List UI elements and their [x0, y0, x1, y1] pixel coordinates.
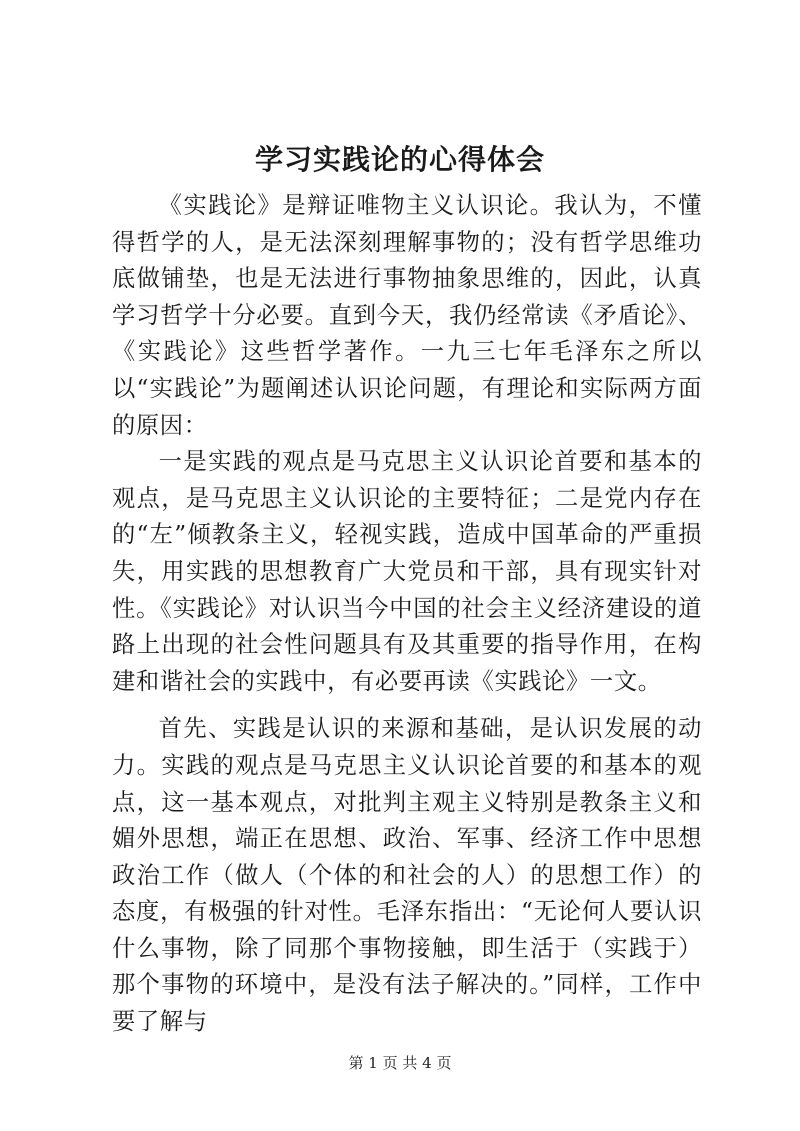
paragraph-1: 《实践论》是辩证唯物主义认识论。我认为，不懂得哲学的人，是无法深刻理解事物的；没有哲学思维功底做铺垫，也是无法进行事物抽象思维的，因此，认真学习哲学十分必要。直到今天，我仍经常读《矛盾论》、《实践论》这些哲学著作。一九三七年毛泽东之所以以“实践论”为题阐述认识论问题，有理论和实际两方面的原因： [112, 192, 702, 439]
document-title: 学习实践论的心得体会 [254, 143, 545, 176]
page-footer: 第 1 页 共 4 页 [348, 1054, 452, 1072]
paragraph-2: 一是实践的观点是马克思主义认识论首要和基本的观点，是马克思主义认识论的主要特征；二是党内存在的“左”倾教条主义，轻视实践，造成中国革命的严重损失，用实践的思想教育广大党员和干部，具有现实针对性。《实践论》对认识当今中国的社会主义经济建设的道路上出现的社会性问题具有及其重要的指导作用，在构建和谐社会的实践中，有必要再读《实践论》一文。 [112, 448, 702, 695]
paragraph-3: 首先、实践是认识的来源和基础，是认识发展的动力。实践的观点是马克思主义认识论首要的和基本的观点，这一基本观点，对批判主观主义特别是教条主义和媚外思想，端正在思想、政治、军事、经济工作中思想政治工作（做人（个体的和社会的人）的思想工作）的态度，有极强的针对性。毛泽东指出：“无论何人要认识什么事物，除了同那个事物接触，即生活于（实践于）那个事物的环境中，是没有法子解决的。”同样，工作中要了解与 [112, 715, 702, 1036]
document-body [112, 188, 702, 1041]
